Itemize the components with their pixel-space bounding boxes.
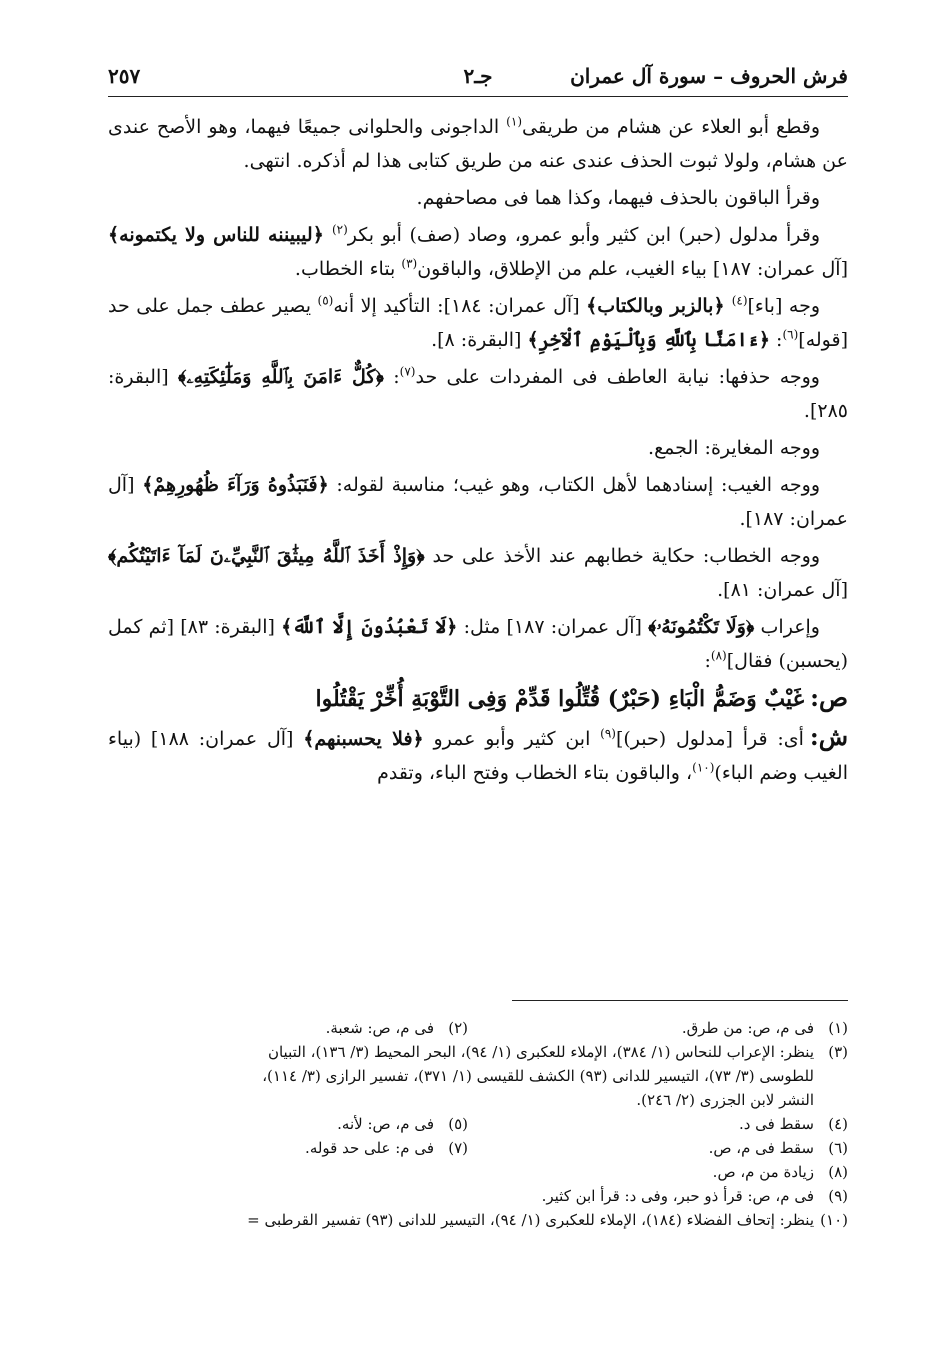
quran-quote: ﴿ليبيننه للناس ولا يكتمونه﴾ (108, 224, 332, 246)
paragraph: ووجه الغيب: إسنادهما لأهل الكتاب، وهو غيب؛ مناسبة لقوله: ﴿فَنَبَذُوهُ وَرَآءَ ظُهُورِهِمْ﴾ [آل عمران: ١٨٧]. (108, 474, 848, 530)
quran-quote: ﴿فَنَبَذُوهُ وَرَآءَ ظُهُورِهِمْ﴾ (142, 474, 329, 496)
footnotes (92, 1016, 852, 1232)
page-number: ٢٥٧ (108, 64, 141, 88)
footnote-8: (٨)زيادة من م، ص. (712, 1163, 848, 1181)
footnote-3: (٣)ينظر: الإعراب للنحاس (١/ ٣٨٤)، الإملاء للعكبرى (١/ ٩٤)، البحر المحيط (٣/ ١٣٦)، التبيان (267, 1043, 848, 1061)
volume-number: جـ٢ (463, 64, 493, 88)
footnote-10: (١٠)ينظر: إتحاف الفضلاء (١٨٤)، الإملاء للعكبرى (١/ ٩٤)، التيسير للدانى (٩٣) تفسير القرطبى = (247, 1211, 848, 1229)
commentary: ش:أى: قرأ [مدلول (حبر)]$^{(٩)}$ ابن كثير وأبو عمرو ﴿فلا يحسبنهم﴾ [آل عمران: ١٨٨] (بياء الغيب وضم الباء)$^{(١٠)}$، والباقون بتاء الخطاب وفتح الباء، وتقدم (108, 722, 849, 784)
quran-quote: ﴿لَا تَعْبُدُونَ إِلَّا ٱللَّهَ﴾ (281, 616, 458, 638)
footnote-ref[interactable]: (٥) (317, 293, 334, 308)
paragraph: ووجه حذفها: نيابة العاطف فى المفردات على حد$^{(٧)}$: ﴿كُلٌّ ءَامَنَ بِٱللَّهِ وَمَلَٰٓئِكَتِهِۦ﴾ [البقرة: ٢٨٥]. (108, 364, 848, 422)
paragraph: وجه [باء]$^{(٤)}$ ﴿بالزبر وبالكتاب﴾ [آل عمران: ١٨٤]: التأكيد إلا أنه$^{(٥)}$ يصير عطف جمل على حد [قوله]$^{(٦)}$: ﴿ءَامَنَّا بِٱللَّهِ وَبِٱلْيَوْمِ ٱلْآخِرِ﴾ [البقرة: ٨]. (108, 293, 848, 351)
footnote-ref[interactable]: (١) (506, 114, 522, 129)
quran-quote: ﴿بالزبر وبالكتاب﴾ (586, 295, 732, 317)
footnote-4: (٤)سقط فى د. (738, 1115, 848, 1133)
quran-quote: ﴿فلا يحسبنهم﴾ (303, 728, 424, 750)
footnote-7: (٧)فى م: على حد قوله. (305, 1139, 468, 1157)
quran-quote: ﴿وَلَا تَكْتُمُونَهُۥ﴾ (648, 616, 755, 638)
paragraph: وإعراب ﴿وَلَا تَكْتُمُونَهُۥ﴾ [آل عمران: ١٨٧] مثل: ﴿لَا تَعْبُدُونَ إِلَّا ٱللَّهَ﴾ [البقرة: ٨٣] [ثم كمل (يحسبن) فقال]$^{(٨)}$: (108, 616, 848, 672)
footnote-1: (١)فى م، ص: من طرق. (681, 1019, 848, 1037)
commentary-label: ش: (809, 722, 849, 751)
paragraph: ووجه المغايرة: الجمع. (648, 437, 820, 459)
footnote-3-cont: للطوسى (٣/ ٧٣)، التيسير للدانى (٩٣) الكشف للقيسى (١/ ٣٧١)، تفسير الرازى (٣/ ١١٤)، (262, 1067, 814, 1085)
header-rule (108, 96, 848, 97)
footnote-rule (512, 1000, 848, 1001)
footnote-6: (٦)سقط فى م، ص. (708, 1139, 848, 1157)
footnote-ref[interactable]: (٣) (401, 256, 418, 271)
quran-quote: ﴿وَإِذْ أَخَذَ ٱللَّهُ مِيثَٰقَ ٱلنَّبِيِّۦنَ لَمَآ ءَاتَيْتُكُم﴾ (108, 545, 425, 567)
paragraph: وقطع أبو العلاء عن هشام من طريقى$^{(١)}$ الداجونى والحلوانى جميعًا فيهما، وهو الأصح عندى عن هشام، ولولا ثبوت الحذف عندى عنه من طريق كتابى هذا لم أذكره. انتهى. (108, 114, 848, 172)
footnote-ref[interactable]: (٦) (782, 327, 799, 342)
poem-line (108, 681, 848, 717)
quran-quote: ﴿ءَامَنَّا بِٱللَّهِ وَبِٱلْيَوْمِ ٱلْآخِرِ﴾ (527, 329, 771, 351)
footnote-row (92, 1112, 852, 1136)
verse-text: غَيْبٌ وَضَمُّ الْبَاءِ (حَبْرٌ) قُتِّلُوا قَدِّمْ وَفِى التَّوْبَةِ أُخِّرْ يَقْتُلُوا (315, 686, 805, 712)
running-header (108, 56, 848, 96)
footnote-ref[interactable]: (٧) (399, 364, 416, 379)
footnote-ref[interactable]: (١٠) (692, 760, 715, 775)
footnote-5: (٥)فى م، ص: لأنه. (337, 1115, 468, 1133)
footnote-3-cont: النشر لابن الجزرى (٢/ ٢٤٦). (636, 1091, 814, 1109)
paragraph: ووجه الخطاب: حكاية خطابهم عند الأخذ على حد ﴿وَإِذْ أَخَذَ ٱللَّهُ مِيثَٰقَ ٱلنَّبِيِّۦنَ لَمَآ ءَاتَيْتُكُم﴾ [آل عمران: ٨١]. (108, 545, 848, 601)
header-title: فرش الحروف – سورة آل عمران (570, 64, 848, 88)
footnote-ref[interactable]: (٨) (710, 648, 727, 663)
footnote-2: (٢)فى م، ص: شعبة. (325, 1019, 468, 1037)
footnote-9: (٩)فى م، ص: قرأ ذو حبر، وفى د: قرأ ابن كثير. (541, 1187, 848, 1205)
footnote-ref[interactable]: (٩) (600, 726, 616, 741)
paragraph: وقرأ مدلول (حبر) ابن كثير وأبو عمرو، وصاد (صف) أبو بكر$^{(٢)}$ ﴿ليبيننه للناس ولا يكتمونه﴾ [آل عمران: ١٨٧] بياء الغيب، علم من الإطلاق، والباقون$^{(٣)}$ بتاء الخطاب. (108, 222, 848, 280)
footnote-ref[interactable]: (٤) (731, 293, 748, 308)
main-text (108, 110, 848, 793)
footnote-ref[interactable]: (٢) (331, 222, 348, 237)
paragraph: وقرأ الباقون بالحذف فيهما، وكذا هما فى مصاحفهم. (416, 187, 820, 209)
verse-label: ص: (810, 683, 848, 712)
quran-quote: ﴿كُلٌّ ءَامَنَ بِٱللَّهِ وَمَلَٰٓئِكَتِهِۦ﴾ (178, 366, 384, 388)
footnote-row (92, 1016, 852, 1040)
footnote-row (92, 1136, 852, 1160)
